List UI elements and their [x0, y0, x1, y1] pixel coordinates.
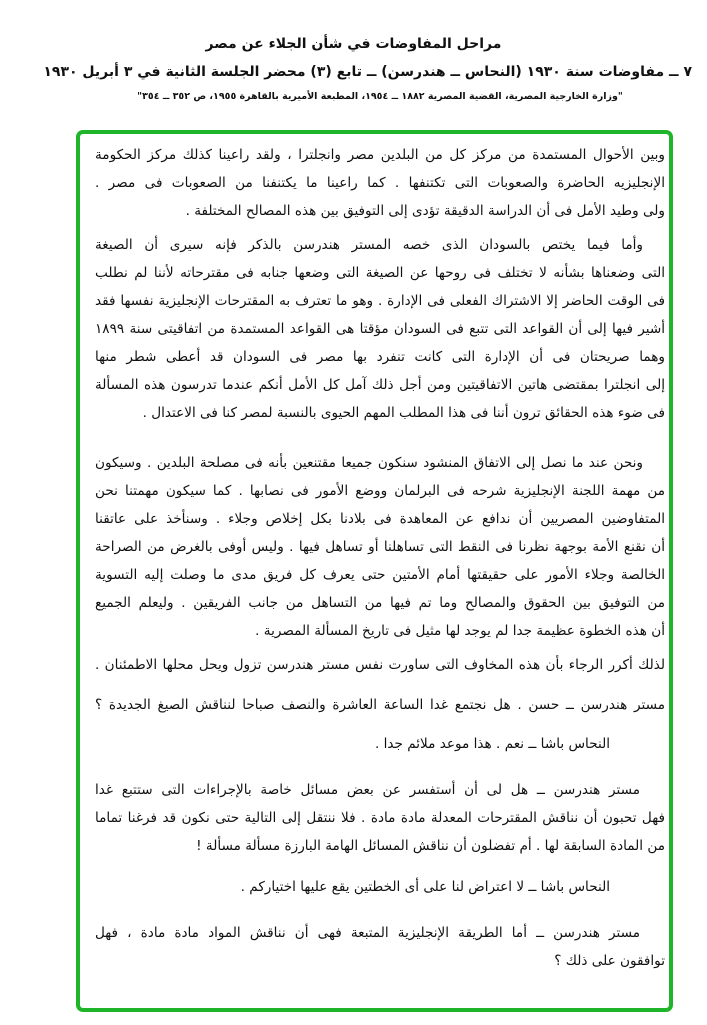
paragraph-3-line: الخالصة وجلاء الأمور على حقيقتها أمام الأمتين حتى يعرف كل فريق مدى ما وصلت إليه التسوية [95, 567, 665, 583]
paragraph-7-line: من المادة السابقة لها . أم تفضلون أن نناقش المسائل الهامة البارزة مسألة مسألة ! [196, 838, 665, 854]
document-subtitle: ٧ ــ مفاوضات سنة ١٩٣٠ (النحاس ــ هندرسن) ــ تابع (٣) محضر الجلسة الثانية في ٣ أبريل ١٩٣٠ [43, 64, 692, 80]
paragraph-2-line: إلى انجلترا بمقتضى هاتين الاتفاقيتين ومن أجل ذلك آمل كل الأمل أنكم عندما تدرسون هذه المسألة [95, 377, 665, 393]
document-title: مراحل المفاوضات في شأن الجلاء عن مصر [205, 36, 502, 52]
paragraph-2-line: التى وضعناها بشأنه لا تختلف فى روحها عن الصيغة التى وضعها جنابه فى مقترحاته لأننا لم نطلب [95, 265, 665, 281]
paragraph-2-line: أشير فيها إلى أن القواعد التى تتبع فى السودان مؤقتا هى القواعد المستمدة من اتفاقيتى سنة ١٨٩٩ [95, 321, 665, 337]
paragraph-9-line: توافقون على ذلك ؟ [554, 953, 665, 969]
paragraph-9-line: مستر هندرسن ــ أما الطريقة الإنجليزية المتبعة فهى أن نناقش المواد مادة مادة ، فهل [95, 925, 640, 941]
paragraph-3-line: من التوفيق بين الحقوق والمصالح وما تم فيها من التساهل من جانب الفريقين . وليعلم الجميع [95, 595, 665, 611]
paragraph-4-line: لذلك أكرر الرجاء بأن هذه المخاوف التى ساورت نفس مستر هندرسن تزول ويحل محلها الاطمئنان . [95, 657, 665, 673]
paragraph-1-line: وبين الأحوال المستمدة من مركز كل من البلدين مصر وانجلترا ، ولقد راعينا كذلك مركز الحكومة [95, 147, 665, 163]
paragraph-3-line: من مهمة اللجنة الإنجليزية شرحه فى البرلمان ووضع الأمور فى نصابها . كما سيكون مهمتنا نحن [95, 483, 665, 499]
paragraph-3-line: المتفاوضين المصريين أن ندافع عن المعاهدة فى بلادنا بكل إخلاص وجلاء . وسنأخذ على عاتقنا [95, 511, 665, 527]
paragraph-6-line: النحاس باشا ــ نعم . هذا موعد ملائم جدا . [374, 736, 610, 752]
paragraph-3-line: ونحن عند ما نصل إلى الاتفاق المنشود سنكون جميعا مقتنعين بأنه فى مصلحة البلدين . وسيكون [95, 455, 643, 471]
paragraph-2-line: وأما فيما يختص بالسودان الذى خصه المستر هندرسن بالذكر فإنه سيرى أن الصيغة [95, 237, 643, 253]
paragraph-7-line: فهل تحبون أن نناقش المقترحات المعدلة مادة مادة . فلا ننتقل إلى التالية حتى نكون قد فرغنا تماما [95, 810, 665, 826]
paragraph-1-line: ولى وطيد الأمل فى أن الدراسة الدقيقة تؤدى إلى التوفيق بين هذه المصالح المختلفة . [185, 203, 665, 219]
paragraph-5-line: مستر هندرسن ــ حسن . هل نجتمع غدا الساعة العاشرة والنصف صباحا لنناقش الصيغ الجديدة ؟ [95, 697, 665, 713]
source-citation: "وزارة الخارجية المصرية، القضية المصرية ١٨٨٢ ــ ١٩٥٤، المطبعة الأميرية بالقاهرة ١٩٥٥، ص ٣٥٢ ــ ٣٥٤" [137, 91, 623, 102]
paragraph-8-line: النحاس باشا ــ لا اعتراض لنا على أى الخطتين يقع عليها اختياركم . [240, 879, 610, 895]
paragraph-2-line: فى ضوء هذه الحقائق ترون أننا فى هذا المطلب المهم الحيوى بالنسبة لمصر كنا فى الاعتدال . [142, 405, 665, 421]
paragraph-2-line: وهما صريحتان فى أن الإدارة التى كانت تنفرد بها مصر فى السودان قد أعطى شطر منها [95, 349, 665, 365]
paragraph-3-line: أن نقنع الأمة بوجهة نظرنا فى النقط التى تساهلنا أو تساهل فيها . وليس أوفى بالغرض من الصراحة [95, 539, 665, 555]
paragraph-2-line: فى الوقت الحاضر إلا الاشتراك الفعلى فى الإدارة . وهو ما تعترف به المقترحات الإنجليزية نفسها فقد [95, 293, 665, 309]
paragraph-7-line: مستر هندرسن ــ هل لى أن أستفسر عن بعض مسائل خاصة بالإجراءات التى ستتبع غدا [95, 782, 640, 798]
paragraph-1-line: الإنجليزيه الحاضرة والصعوبات التى تكتنفها . كما راعينا ما يكتنفنا من الصعوبات فى مصر . [95, 175, 665, 191]
paragraph-3-line: أن هذه الخطوة عظيمة جدا لم يوجد لها مثيل فى تاريخ المسألة المصرية . [255, 623, 665, 639]
